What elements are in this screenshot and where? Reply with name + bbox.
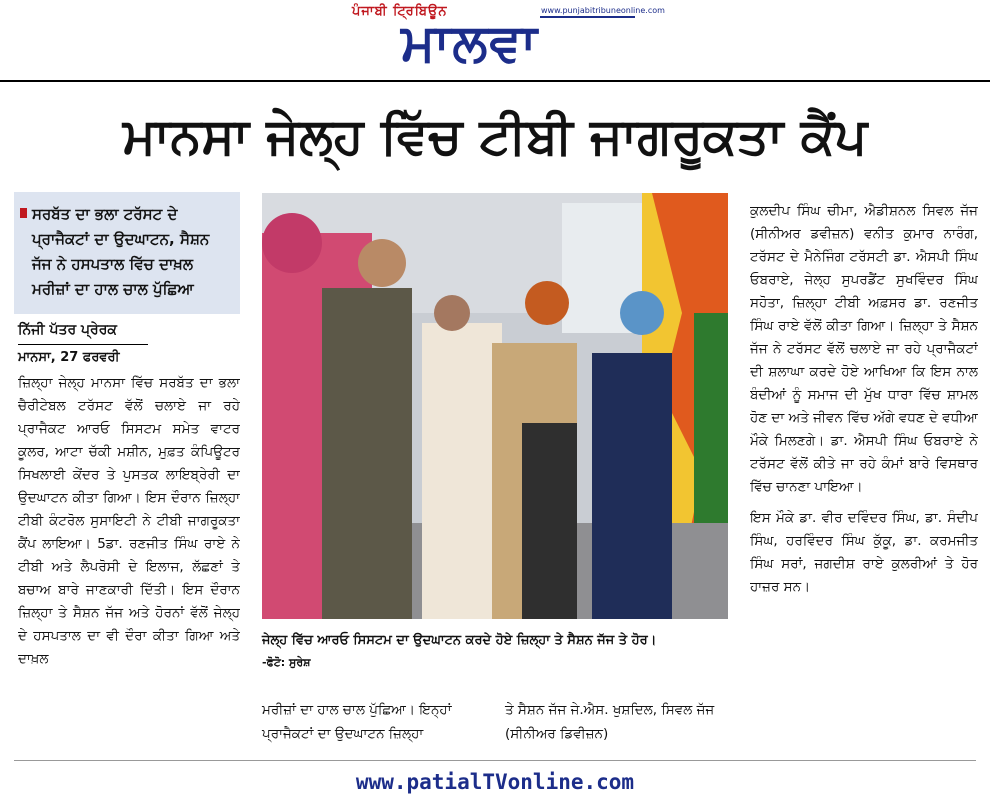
article-headline: ਮਾਨਸਾ ਜੇਲ੍ਹ ਵਿੱਚ ਟੀਬੀ ਜਾਗਰੂਕਤਾ ਕੈਂਪ [122,107,868,165]
article-column-4 [750,200,978,750]
deck-bullet-icon [20,208,27,218]
dateline: ਮਾਨਸਾ, 27 ਫਰਵਰੀ [18,350,120,365]
photo-caption: ਜੇਲ੍ਹ ਵਿੱਚ ਆਰਓ ਸਿਸਟਮ ਦਾ ਉਦਘਾਟਨ ਕਰਦੇ ਹੋਏ ਜ਼ਿਲ੍ਹਾ ਤੇ ਸੈਸ਼ਨ ਜੱਜ ਤੇ ਹੋਰ। [262,633,657,648]
photo-credit: -ਫੋਟੋ: ਸੁਰੇਸ਼ [262,656,311,669]
publication-name: ਪੰਜਾਬੀ ਟ੍ਰਿਬਿਊਨ [352,4,448,19]
article-photo [262,193,728,619]
column-4-paragraph-2: ਇਸ ਮੌਕੇ ਡਾ. ਵੀਰ ਦਵਿੰਦਰ ਸਿੰਘ, ਡਾ. ਸੰਦੀਪ ਸਿੰਘ, ਹਰਵਿੰਦਰ ਸਿੰਘ ਕੁੱਕੂ, ਡਾ. ਕਰਮਜੀਤ ਸਿੰਘ ਸਰਾਂ, ਜਗਦੀਸ਼ ਰਾਏ ਕੁਲਰੀਆਂ ਤੇ ਹੋਰ ਹਾਜ਼ਰ ਸਨ। [750,510,978,595]
photo-illustration [262,193,728,619]
article-deck [14,192,240,314]
publication-url: www.punjabitribuneonline.com [541,6,665,15]
article-column-1: ਜ਼ਿਲ੍ਹਾ ਜੇਲ੍ਹ ਮਾਨਸਾ ਵਿੱਚ ਸਰਬੱਤ ਦਾ ਭਲਾ ਚੈਰੀਟੇਬਲ ਟਰੱਸਟ ਵੱਲੋਂ ਚਲਾਏ ਜਾ ਰਹੇ ਪ੍ਰਾਜੈਕਟ ਆਰਓ ਸਿਸਟਮ ਸਮੇਤ ਵਾਟਰ ਕੂਲਰ, ਆਟਾ ਚੱਕੀ ਮਸ਼ੀਨ, ਮੁਫ਼ਤ ਕੰਪਿਊਟਰ ਸਿਖਲਾਈ ਕੇਂਦਰ ਤੇ ਪੁਸਤਕ ਲਾਇਬ੍ਰੇਰੀ ਦਾ ਉਦਘਾਟਨ ਕੀਤਾ ਗਿਆ। ਇਸ ਦੌਰਾਨ ਜ਼ਿਲ੍ਹਾ ਟੀਬੀ ਕੰਟਰੋਲ ਸੁਸਾਇਟੀ ਨੇ ਟੀਬੀ ਜਾਗਰੂਕਤਾ ਕੈਂਪ ਲਾਇਆ। 5ਡਾ. ਰਣਜੀਤ ਸਿੰਘ ਰਾਏ ਨੇ ਟੀਬੀ ਅਤੇ ਲੈਪਰੋਸੀ ਦੇ ਇਲਾਜ, ਲੱਛਣਾਂ ਤੇ ਬਚਾਅ ਬਾਰੇ ਜਾਣਕਾਰੀ ਦਿੱਤੀ। ਇਸ ਦੌਰਾਨ ਜ਼ਿਲ੍ਹਾ ਤੇ ਸੈਸ਼ਨ ਜੱਜ ਅਤੇ ਹੋਰਨਾਂ ਵੱਲੋਂ ਜੇਲ੍ਹ ਦੇ ਹਸਪਤਾਲ ਦਾ ਵੀ ਦੌਰਾ ਕੀਤਾ ਗਿਆ ਅਤੇ ਦਾਖ਼ਲ [18,375,240,667]
byline: ਨਿੱਜੀ ਪੱਤਰ ਪ੍ਰੇਰਕ [18,322,117,338]
masthead [0,0,990,82]
column-4-paragraph-1: ਕੁਲਦੀਪ ਸਿੰਘ ਚੀਮਾ, ਐਡੀਸ਼ਨਲ ਸਿਵਲ ਜੱਜ (ਸੀਨੀਅਰ ਡਵੀਜ਼ਨ) ਵਨੀਤ ਕੁਮਾਰ ਨਾਰੰਗ, ਟਰੱਸਟ ਦੇ ਮੈਨੇਜਿੰਗ ਟਰੱਸਟੀ ਡਾ. ਐਸਪੀ ਸਿੰਘ ਓਬਰਾਏ, ਜੇਲ੍ਹ ਸੁਪਰਡੈਂਟ ਸੁਖਵਿੰਦਰ ਸਿੰਘ ਸਹੋਤਾ, ਜ਼ਿਲ੍ਹਾ ਟੀਬੀ ਅਫ਼ਸਰ ਡਾ. ਰਣਜੀਤ ਸਿੰਘ ਰਾਏ ਵੱਲੋਂ ਕੀਤਾ ਗਿਆ। ਜ਼ਿਲ੍ਹਾ ਤੇ ਸੈਸ਼ਨ ਜੱਜ ਨੇ ਟਰੱਸਟ ਵੱਲੋਂ ਚਲਾਏ ਜਾ ਰਹੇ ਪ੍ਰਾਜੈਕਟਾਂ ਦੀ ਸ਼ਲਾਘਾ ਕਰਦੇ ਹੋਏ ਆਖਿਆ ਕਿ ਇਸ ਨਾਲ ਬੰਦੀਆਂ ਨੂੰ ਸਮਾਜ ਦੀ ਮੁੱਖ ਧਾਰਾ ਵਿੱਚ ਸ਼ਾਮਲ ਹੋਣ ਦਾ ਅਤੇ ਜੀਵਨ ਵਿੱਚ ਅੱਗੇ ਵਧਣ ਦੇ ਵਧੀਆ ਮੌਕੇ ਮਿਲਣਗੇ। ਡਾ. ਐਸਪੀ ਸਿੰਘ ਓਬਰਾਏ ਨੇ ਟਰੱਸਟ ਵੱਲੋਂ ਕੀਤੇ ਜਾ ਰਹੇ ਕੰਮਾਂ ਬਾਰੇ ਵਿਸਥਾਰ ਵਿੱਚ ਚਾਨਣਾ ਪਾਇਆ। [750,203,978,495]
footer-url: www.patialTVonline.com [355,770,635,794]
section-title: ਮਾਲਵਾ [401,13,539,73]
footer-divider [14,760,976,761]
article-column-3: ਤੇ ਸੈਸ਼ਨ ਜੱਜ ਜੇ.ਐਸ. ਖੁਸ਼ਦਿਲ, ਸਿਵਲ ਜੱਜ (ਸੀਨੀਅਰ ਡਿਵੀਜ਼ਨ) [505,702,715,742]
masthead-divider [0,80,990,82]
byline-rule [18,344,148,345]
deck-text: ਸਰਬੱਤ ਦਾ ਭਲਾ ਟਰੱਸਟ ਦੇ ਪ੍ਰਾਜੈਕਟਾਂ ਦਾ ਉਦਘਾਟਨ, ਸੈਸ਼ਨ ਜੱਜ ਨੇ ਹਸਪਤਾਲ ਵਿੱਚ ਦਾਖ਼ਲ ਮਰੀਜ਼ਾਂ ਦਾ ਹਾਲ ਚਾਲ ਪੁੱਛਿਆ [32,205,210,298]
article-column-2: ਮਰੀਜ਼ਾਂ ਦਾ ਹਾਲ ਚਾਲ ਪੁੱਛਿਆ। ਇਨ੍ਹਾਂ ਪ੍ਰਾਜੈਕਟਾਂ ਦਾ ਉਦਘਾਟਨ ਜ਼ਿਲ੍ਹਾ [262,702,452,742]
